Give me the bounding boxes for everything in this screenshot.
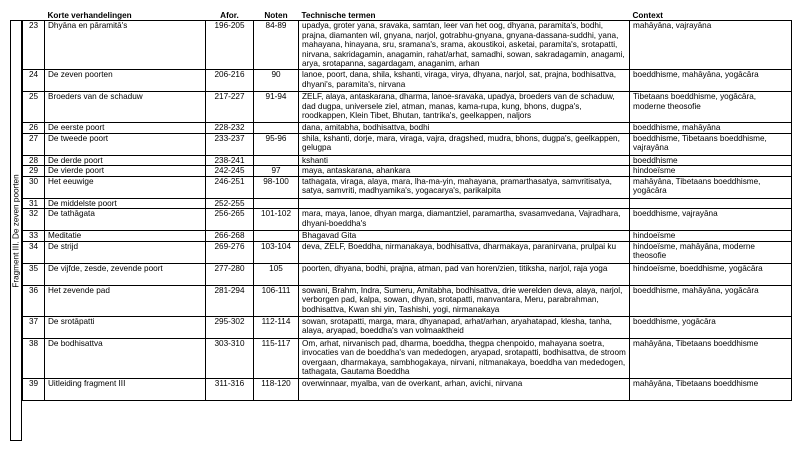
table-row xyxy=(23,70,792,92)
cell-number: 32 xyxy=(23,209,45,231)
cell-afor: 246-251 xyxy=(206,176,254,198)
cell-number: 27 xyxy=(23,133,45,155)
table-row xyxy=(23,92,792,123)
cell-number: 34 xyxy=(23,241,45,263)
cell-terms: deva, ZELF, Boeddha, nirmanakaya, bodhisattva, dharmakaya, paranirvana, prulpai ku xyxy=(299,241,630,263)
header-terms: Technische termen xyxy=(301,10,376,20)
table-row xyxy=(23,176,792,198)
cell-title: Uitleiding fragment III xyxy=(45,378,206,400)
cell-number: 36 xyxy=(23,285,45,316)
cell-context: mahāyāna, vajrayāna xyxy=(630,21,792,70)
table-row xyxy=(23,231,792,242)
table-row xyxy=(23,123,792,134)
cell-terms: dana, amitabha, bodhisattva, bodhi xyxy=(299,123,630,134)
cell-title: De srotāpatti xyxy=(45,316,206,338)
cell-context: mahāyāna, Tibetaans boeddhisme xyxy=(630,378,792,400)
cell-terms: upadya, groter yana, sravaka, samtan, leer van het oog, dhyana, paramita's, bodhi, prajna, diamanten wil, gnyana, narjol, gotrabhu-gnyana, gnyana-dassana-suddhi, yana, mahayana, hinayana, sru, sramana's, srama, akoustikoi, asketai, paramita's, srotapatti, nirvana, sakridagamin, anagamin, rahat/arhat, samadhi, sowan, sakradagamin, anagami, arya, srotapanna, sagardagam, anaganim, arhan xyxy=(299,21,630,70)
fragment-side-label-text: Fragment III. De zeven poorten xyxy=(11,173,21,288)
cell-noten xyxy=(254,198,299,209)
cell-context: boeddhisme, mahāyāna, yogācāra xyxy=(630,285,792,316)
cell-number: 30 xyxy=(23,176,45,198)
cell-terms: Bhagavad Gita xyxy=(299,231,630,242)
cell-title: Het eeuwige xyxy=(45,176,206,198)
fragment-side-label xyxy=(10,20,22,441)
cell-afor: 256-265 xyxy=(206,209,254,231)
table-body xyxy=(23,21,792,401)
cell-afor: 295-302 xyxy=(206,316,254,338)
cell-title: De zeven poorten xyxy=(45,70,206,92)
table-row xyxy=(23,338,792,378)
cell-afor: 269-276 xyxy=(206,241,254,263)
cell-title: De middelste poort xyxy=(45,198,206,209)
cell-title: De tweede poort xyxy=(45,133,206,155)
cell-title: Dhyāna en pāramitā's xyxy=(45,21,206,70)
header-title: Korte verhandelingen xyxy=(47,10,132,20)
cell-number: 38 xyxy=(23,338,45,378)
cell-terms: Om, arhat, nirvanisch pad, dharma, boeddha, thegpa chenpoido, mahayana soetra, invocaties van de boeddha's van mededogen, aryapad, srotapatti, bodhisattva, de stroom overgaan, dharmakaya, sambhogakaya, nirvani, nitmanakaya, boeddha van mededogen, tathagata, Gautama Boeddha xyxy=(299,338,630,378)
cell-number: 33 xyxy=(23,231,45,242)
cell-terms: poorten, dhyana, bodhi, prajna, atman, pad van horen/zien, titiksha, narjol, raja yoga xyxy=(299,263,630,285)
cell-context: boeddhisme, vajrayāna xyxy=(630,209,792,231)
table-row xyxy=(23,21,792,70)
cell-context: boeddhisme, mahāyāna, yogācāra xyxy=(630,70,792,92)
cell-title: Meditatie xyxy=(45,231,206,242)
cell-context: hindoeïsme xyxy=(630,231,792,242)
cell-number: 25 xyxy=(23,92,45,123)
cell-afor: 206-216 xyxy=(206,70,254,92)
cell-noten: 91-94 xyxy=(254,92,299,123)
cell-afor: 311-316 xyxy=(206,378,254,400)
cell-title: De strijd xyxy=(45,241,206,263)
cell-noten xyxy=(254,231,299,242)
cell-title: De vijfde, zesde, zevende poort xyxy=(45,263,206,285)
cell-number: 37 xyxy=(23,316,45,338)
cell-context: hindoeïsme, boeddhisme, yogācāra xyxy=(630,263,792,285)
cell-noten: 95-96 xyxy=(254,133,299,155)
cell-noten: 98-100 xyxy=(254,176,299,198)
cell-context: boeddhisme xyxy=(630,155,792,166)
cell-afor: 281-294 xyxy=(206,285,254,316)
cell-terms: ZELF, alaya, antaskarana, dharma, lanoe-sravaka, upadya, broeders van de schaduw, dad dugpa, universele ziel, atman, manas, kama-rupa, kung, bhons, dugpa's, roodkappen, Klein Tibet, Bhutan, tantrika's, geelkappen, naljors xyxy=(299,92,630,123)
cell-number: 35 xyxy=(23,263,45,285)
cell-number: 29 xyxy=(23,166,45,177)
cell-terms: sowan, srotapatti, marga, mara, dhyanapad, arhat/arhan, aryahatapad, klesha, tanha, alaya, aryapad, boeddha's van volmaaktheid xyxy=(299,316,630,338)
cell-terms: overwinnaar, myalba, van de overkant, arhan, avichi, nirvana xyxy=(299,378,630,400)
cell-noten: 105 xyxy=(254,263,299,285)
cell-afor: 266-268 xyxy=(206,231,254,242)
cell-afor: 238-241 xyxy=(206,155,254,166)
cell-terms: kshanti xyxy=(299,155,630,166)
header-row xyxy=(23,9,792,21)
table-row xyxy=(23,316,792,338)
cell-context: mahāyāna, Tibetaans boeddhisme, yogācāra xyxy=(630,176,792,198)
cell-noten: 112-114 xyxy=(254,316,299,338)
cell-terms: lanoe, poort, dana, shila, kshanti, viraga, virya, dhyana, narjol, sat, prajna, bodhisattva, dhyani's, paramita's, nirvana xyxy=(299,70,630,92)
cell-afor: 252-255 xyxy=(206,198,254,209)
table-row xyxy=(23,285,792,316)
table-row xyxy=(23,209,792,231)
cell-context: mahāyāna, Tibetaans boeddhisme xyxy=(630,338,792,378)
cell-noten: 103-104 xyxy=(254,241,299,263)
cell-noten xyxy=(254,123,299,134)
header-context: Context xyxy=(632,10,663,20)
cell-noten: 90 xyxy=(254,70,299,92)
cell-afor: 233-237 xyxy=(206,133,254,155)
cell-terms: maya, antaskarana, ahankara xyxy=(299,166,630,177)
cell-afor: 303-310 xyxy=(206,338,254,378)
cell-number: 23 xyxy=(23,21,45,70)
table-row xyxy=(23,155,792,166)
cell-noten: 101-102 xyxy=(254,209,299,231)
cell-afor: 196-205 xyxy=(206,21,254,70)
cell-afor: 242-245 xyxy=(206,166,254,177)
cell-terms xyxy=(299,198,630,209)
cell-noten: 115-117 xyxy=(254,338,299,378)
cell-context: Tibetaans boeddhisme, yogācāra, moderne theosofie xyxy=(630,92,792,123)
cell-noten: 118-120 xyxy=(254,378,299,400)
table-row xyxy=(23,166,792,177)
treatise-table xyxy=(22,9,792,401)
cell-context: boeddhisme, mahāyāna xyxy=(630,123,792,134)
table-row xyxy=(23,241,792,263)
cell-number: 24 xyxy=(23,70,45,92)
cell-context: boeddhisme, yogācāra xyxy=(630,316,792,338)
cell-title: De bodhisattva xyxy=(45,338,206,378)
header-noten: Noten xyxy=(264,10,288,20)
cell-title: De tathāgata xyxy=(45,209,206,231)
cell-title: De derde poort xyxy=(45,155,206,166)
header-afor: Afor. xyxy=(220,10,239,20)
cell-title: Het zevende pad xyxy=(45,285,206,316)
cell-terms: sowani, Brahm, Indra, Sumeru, Amitabha, bodhisattva, drie werelden deva, alaya, narjol, verborgen pad, kalpa, sowan, dhyan, srotapatti, manvantara, Meru, parabrahman, bodhisattva, Kwan shi yin, Tashishi, yogi, nirmanakaya xyxy=(299,285,630,316)
cell-title: De eerste poort xyxy=(45,123,206,134)
cell-title: De vierde poort xyxy=(45,166,206,177)
cell-terms: tathagata, viraga, alaya, mara, lha-ma-yin, mahayana, pramarthasatya, samvritisatya, satya, samvriti, madhyamika's, yogacarya's, parikalpita xyxy=(299,176,630,198)
cell-noten: 97 xyxy=(254,166,299,177)
cell-afor: 217-227 xyxy=(206,92,254,123)
cell-terms: shila, kshanti, dorje, mara, viraga, vajra, dragshed, mudra, bhons, dugpa's, geelkappen, gelugpa xyxy=(299,133,630,155)
cell-number: 28 xyxy=(23,155,45,166)
table-row xyxy=(23,133,792,155)
header-number xyxy=(23,9,45,21)
cell-number: 31 xyxy=(23,198,45,209)
cell-context: hindoeïsme xyxy=(630,166,792,177)
cell-context xyxy=(630,198,792,209)
cell-noten xyxy=(254,155,299,166)
cell-afor: 228-232 xyxy=(206,123,254,134)
table-row xyxy=(23,263,792,285)
cell-noten: 84-89 xyxy=(254,21,299,70)
table-row xyxy=(23,198,792,209)
cell-terms: mara, maya, lanoe, dhyan marga, diamantziel, paramartha, svasamvedana, Vajradhara, dhyani-boeddha's xyxy=(299,209,630,231)
cell-number: 26 xyxy=(23,123,45,134)
cell-context: boeddhisme, Tibetaans boeddhisme, vajrayāna xyxy=(630,133,792,155)
cell-title: Broeders van de schaduw xyxy=(45,92,206,123)
cell-context: hindoeïsme, mahāyāna, moderne theosofie xyxy=(630,241,792,263)
cell-number: 39 xyxy=(23,378,45,400)
cell-noten: 106-111 xyxy=(254,285,299,316)
cell-afor: 277-280 xyxy=(206,263,254,285)
table-row xyxy=(23,378,792,400)
